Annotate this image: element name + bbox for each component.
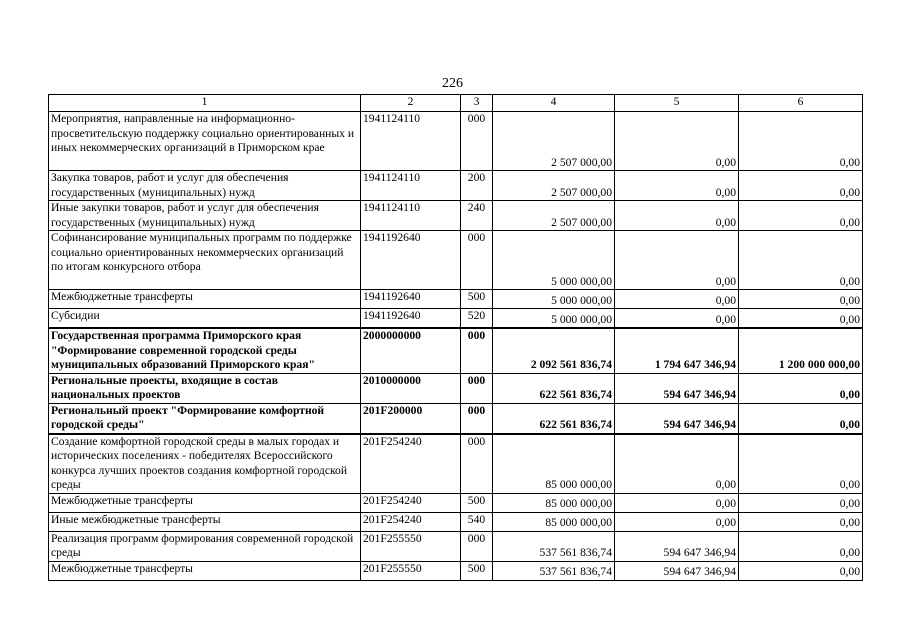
row-amount-col5: 0,00 <box>615 309 739 329</box>
row-target-code: 2010000000 <box>361 373 461 403</box>
row-amount-col6: 0,00 <box>739 531 863 561</box>
row-target-code: 201F254240 <box>361 512 461 531</box>
table-row <box>49 201 863 231</box>
row-amount-col6: 0,00 <box>739 373 863 403</box>
row-amount-col5: 594 647 346,94 <box>615 373 739 403</box>
row-target-code: 201F255550 <box>361 561 461 580</box>
row-amount-col5: 594 647 346,94 <box>615 403 739 434</box>
row-amount-col6: 0,00 <box>739 434 863 494</box>
row-expense-type: 240 <box>461 201 493 231</box>
row-name: Мероприятия, направленные на информационно-просветительскую поддержку социально ориентированных и иных некоммерческих организаций в Приморском крае <box>49 112 361 171</box>
table-row <box>49 561 863 580</box>
row-name: Софинансирование муниципальных программ по поддержке социально ориентированных некоммерческих организаций по итогам конкурсного отбора <box>49 231 361 290</box>
row-expense-type: 500 <box>461 290 493 309</box>
row-amount-col5: 0,00 <box>615 290 739 309</box>
table-row <box>49 171 863 201</box>
row-target-code: 201F255550 <box>361 531 461 561</box>
row-amount-col4: 2 507 000,00 <box>493 201 615 231</box>
row-expense-type: 000 <box>461 531 493 561</box>
column-number: 1 <box>49 95 361 112</box>
row-expense-type: 200 <box>461 171 493 201</box>
row-amount-col4: 2 507 000,00 <box>493 112 615 171</box>
row-amount-col4: 537 561 836,74 <box>493 531 615 561</box>
row-amount-col6: 0,00 <box>739 561 863 580</box>
row-target-code: 1941124110 <box>361 112 461 171</box>
row-amount-col4: 622 561 836,74 <box>493 403 615 434</box>
row-amount-col4: 5 000 000,00 <box>493 290 615 309</box>
row-amount-col5: 0,00 <box>615 231 739 290</box>
row-amount-col4: 537 561 836,74 <box>493 561 615 580</box>
row-amount-col5: 594 647 346,94 <box>615 561 739 580</box>
row-name: Создание комфортной городской среды в малых городах и исторических поселениях - победителях Всероссийского конкурса лучших проектов создания комфортной городской среды <box>49 434 361 494</box>
row-amount-col5: 0,00 <box>615 434 739 494</box>
row-target-code: 2000000000 <box>361 328 461 373</box>
row-name: Региональный проект "Формирование комфортной городской среды" <box>49 403 361 434</box>
row-amount-col6: 0,00 <box>739 171 863 201</box>
row-amount-col5: 594 647 346,94 <box>615 531 739 561</box>
row-name: Межбюджетные трансферты <box>49 561 361 580</box>
row-amount-col6: 0,00 <box>739 112 863 171</box>
column-number: 2 <box>361 95 461 112</box>
table-row <box>49 328 863 373</box>
row-amount-col6: 0,00 <box>739 290 863 309</box>
row-amount-col4: 2 507 000,00 <box>493 171 615 201</box>
column-number: 5 <box>615 95 739 112</box>
row-amount-col6: 0,00 <box>739 231 863 290</box>
row-amount-col6: 0,00 <box>739 512 863 531</box>
page-number: 226 <box>442 76 463 91</box>
row-amount-col5: 0,00 <box>615 493 739 512</box>
row-expense-type: 520 <box>461 309 493 329</box>
row-name: Субсидии <box>49 309 361 329</box>
row-name: Иные межбюджетные трансферты <box>49 512 361 531</box>
table-row <box>49 231 863 290</box>
row-target-code: 1941192640 <box>361 290 461 309</box>
row-amount-col4: 85 000 000,00 <box>493 512 615 531</box>
row-target-code: 201F254240 <box>361 434 461 494</box>
row-name: Реализация программ формирования современной городской среды <box>49 531 361 561</box>
table-row <box>49 434 863 494</box>
row-expense-type: 500 <box>461 561 493 580</box>
row-target-code: 201F200000 <box>361 403 461 434</box>
budget-table <box>48 94 863 581</box>
row-amount-col6: 0,00 <box>739 201 863 231</box>
table-row <box>49 403 863 434</box>
row-amount-col6: 0,00 <box>739 493 863 512</box>
row-target-code: 1941192640 <box>361 309 461 329</box>
row-amount-col6: 0,00 <box>739 309 863 329</box>
row-target-code: 201F254240 <box>361 493 461 512</box>
table-row <box>49 512 863 531</box>
row-name: Межбюджетные трансферты <box>49 290 361 309</box>
table-row <box>49 493 863 512</box>
row-expense-type: 500 <box>461 493 493 512</box>
row-expense-type: 000 <box>461 231 493 290</box>
row-name: Межбюджетные трансферты <box>49 493 361 512</box>
table-row <box>49 373 863 403</box>
row-amount-col4: 85 000 000,00 <box>493 493 615 512</box>
column-number-row <box>49 95 863 112</box>
row-amount-col4: 2 092 561 836,74 <box>493 328 615 373</box>
row-amount-col5: 0,00 <box>615 171 739 201</box>
row-name: Региональные проекты, входящие в состав национальных проектов <box>49 373 361 403</box>
row-amount-col5: 0,00 <box>615 201 739 231</box>
table-row <box>49 290 863 309</box>
row-expense-type: 000 <box>461 434 493 494</box>
column-number: 6 <box>739 95 863 112</box>
row-amount-col5: 0,00 <box>615 512 739 531</box>
row-expense-type: 000 <box>461 403 493 434</box>
row-target-code: 1941124110 <box>361 201 461 231</box>
row-amount-col6: 1 200 000 000,00 <box>739 328 863 373</box>
row-amount-col5: 1 794 647 346,94 <box>615 328 739 373</box>
row-expense-type: 000 <box>461 112 493 171</box>
row-amount-col5: 0,00 <box>615 112 739 171</box>
row-name: Иные закупки товаров, работ и услуг для обеспечения государственных (муниципальных) нужд <box>49 201 361 231</box>
table-row <box>49 309 863 329</box>
row-amount-col6: 0,00 <box>739 403 863 434</box>
row-amount-col4: 5 000 000,00 <box>493 309 615 329</box>
row-expense-type: 000 <box>461 373 493 403</box>
column-number: 3 <box>461 95 493 112</box>
row-amount-col4: 85 000 000,00 <box>493 434 615 494</box>
row-name: Государственная программа Приморского края "Формирование современной городской среды муниципальных образований Приморского края" <box>49 328 361 373</box>
table-row <box>49 112 863 171</box>
row-name: Закупка товаров, работ и услуг для обеспечения государственных (муниципальных) нужд <box>49 171 361 201</box>
table-row <box>49 531 863 561</box>
row-expense-type: 000 <box>461 328 493 373</box>
row-amount-col4: 622 561 836,74 <box>493 373 615 403</box>
column-number: 4 <box>493 95 615 112</box>
row-target-code: 1941192640 <box>361 231 461 290</box>
row-expense-type: 540 <box>461 512 493 531</box>
row-amount-col4: 5 000 000,00 <box>493 231 615 290</box>
row-target-code: 1941124110 <box>361 171 461 201</box>
